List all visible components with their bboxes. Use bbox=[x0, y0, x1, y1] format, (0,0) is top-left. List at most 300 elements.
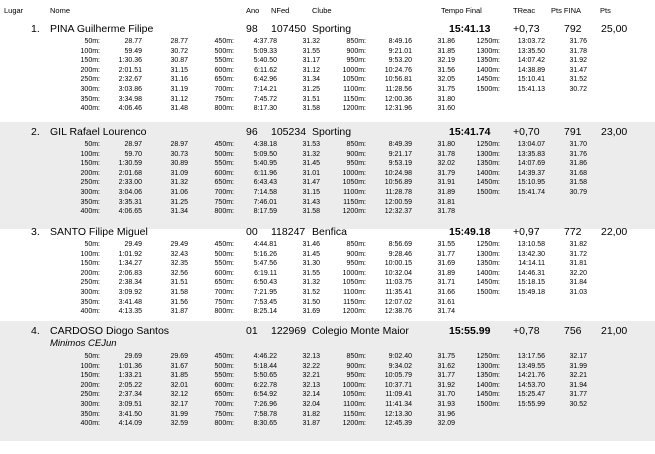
split-time: 6:43.43 bbox=[253, 179, 277, 187]
lap-time: 31.19 bbox=[170, 86, 188, 93]
lap-time: 31.34 bbox=[170, 208, 188, 216]
split-time: 12:32.37 bbox=[384, 208, 412, 216]
lap-time: 32.02 bbox=[437, 160, 455, 168]
split-distance: 100m: bbox=[80, 250, 100, 258]
points: 21,00 bbox=[601, 325, 628, 337]
split-distance: 500m: bbox=[214, 150, 234, 158]
split-distance: 1450m: bbox=[476, 179, 500, 187]
split-row bbox=[0, 259, 655, 269]
split-time: 9:21.17 bbox=[388, 150, 412, 158]
result-entry-1 bbox=[0, 19, 655, 126]
split-time: 14:53.70 bbox=[517, 381, 545, 389]
split-time: 9:34.02 bbox=[388, 362, 412, 370]
lap-time: 30.73 bbox=[170, 150, 188, 158]
final-time: 15:55.99 bbox=[449, 325, 491, 337]
lap-time: 31.45 bbox=[302, 160, 320, 168]
split-distance: 1250m: bbox=[476, 141, 500, 148]
split-time: 6:54.92 bbox=[253, 391, 277, 399]
swimmer-name: PINA Guilherme Filipe bbox=[50, 23, 154, 35]
lap-time: 28.77 bbox=[170, 38, 188, 45]
lap-time: 31.92 bbox=[569, 57, 587, 65]
lap-time: 31.51 bbox=[170, 279, 188, 287]
split-distance: 1450m: bbox=[476, 391, 500, 399]
split-distance: 500m: bbox=[214, 250, 234, 258]
birth-year: 96 bbox=[246, 126, 258, 138]
lap-time: 31.71 bbox=[437, 279, 455, 287]
lap-time: 31.82 bbox=[569, 241, 587, 248]
split-time: 10:37.71 bbox=[384, 381, 412, 389]
split-time: 13:35.50 bbox=[517, 47, 545, 55]
swimmer-name: GIL Rafael Lourenco bbox=[50, 126, 147, 138]
lap-time: 31.93 bbox=[437, 401, 455, 408]
split-time: 8:49.39 bbox=[388, 141, 412, 148]
split-time: 7:46.01 bbox=[253, 198, 277, 206]
lap-time: 31.01 bbox=[302, 169, 320, 177]
lap-time: 31.72 bbox=[569, 250, 587, 258]
split-distance: 750m: bbox=[214, 198, 234, 206]
split-time: 7:45.72 bbox=[253, 95, 277, 103]
split-time: 15:25.47 bbox=[517, 391, 545, 399]
lap-time: 32.35 bbox=[170, 260, 188, 268]
birth-year: 98 bbox=[246, 23, 258, 35]
split-row bbox=[0, 400, 655, 410]
split-row bbox=[0, 288, 655, 298]
split-distance: 1300m: bbox=[476, 47, 500, 55]
entry-place: 1. bbox=[31, 23, 40, 35]
split-distance: 1500m: bbox=[476, 189, 500, 196]
lap-time: 31.52 bbox=[302, 289, 320, 296]
split-distance: 600m: bbox=[214, 169, 234, 177]
split-time: 4:46.22 bbox=[253, 353, 277, 360]
lap-time: 31.15 bbox=[302, 189, 320, 196]
split-row bbox=[0, 371, 655, 381]
lap-time: 31.32 bbox=[170, 179, 188, 187]
split-time: 7:58.78 bbox=[253, 410, 277, 418]
split-distance: 1150m: bbox=[343, 410, 366, 418]
reaction-time: +0,97 bbox=[513, 226, 540, 238]
split-row bbox=[0, 419, 655, 429]
split-distance: 50m: bbox=[84, 38, 100, 45]
lap-time: 31.80 bbox=[437, 95, 455, 103]
split-time: 12:31.96 bbox=[384, 105, 412, 113]
split-distance: 1400m: bbox=[476, 169, 500, 177]
split-distance: 600m: bbox=[214, 269, 234, 277]
lap-time: 32.17 bbox=[170, 401, 188, 408]
lap-time: 31.53 bbox=[302, 141, 320, 148]
split-distance: 300m: bbox=[80, 401, 100, 408]
split-distance: 700m: bbox=[214, 401, 234, 408]
split-distance: 1350m: bbox=[476, 160, 500, 168]
lap-time: 31.70 bbox=[437, 391, 455, 399]
split-time: 4:44.81 bbox=[253, 241, 277, 248]
lap-time: 31.25 bbox=[170, 198, 188, 206]
lap-time: 30.87 bbox=[170, 57, 188, 65]
lap-time: 32.13 bbox=[302, 381, 320, 389]
lap-time: 31.06 bbox=[170, 189, 188, 196]
split-time: 9:28.46 bbox=[388, 250, 412, 258]
split-time: 14:07.42 bbox=[517, 57, 545, 65]
split-time: 12:45.39 bbox=[384, 420, 412, 428]
split-distance: 400m: bbox=[80, 420, 100, 428]
lap-time: 32.59 bbox=[170, 420, 188, 428]
split-row bbox=[0, 362, 655, 372]
split-time: 2:32.67 bbox=[118, 76, 142, 84]
split-time: 2:38.34 bbox=[118, 279, 142, 287]
split-time: 3:41.50 bbox=[118, 410, 142, 418]
split-distance: 1350m: bbox=[476, 57, 500, 65]
split-time: 13:04.07 bbox=[517, 141, 545, 148]
split-time: 1:01.92 bbox=[118, 250, 142, 258]
split-distance: 900m: bbox=[346, 362, 366, 370]
split-time: 5:47.56 bbox=[253, 260, 277, 268]
split-time: 10:05.79 bbox=[384, 372, 412, 380]
split-distance: 200m: bbox=[80, 269, 100, 277]
split-distance: 250m: bbox=[80, 76, 100, 84]
split-row bbox=[0, 381, 655, 391]
split-distance: 1300m: bbox=[476, 362, 500, 370]
lap-time: 31.76 bbox=[569, 38, 587, 45]
split-row bbox=[0, 140, 655, 150]
split-distance: 100m: bbox=[80, 362, 100, 370]
split-time: 6:19.11 bbox=[254, 269, 277, 277]
split-time: 12:00.36 bbox=[384, 95, 412, 103]
split-distance: 750m: bbox=[214, 298, 234, 306]
lap-time: 31.30 bbox=[302, 260, 320, 268]
split-distance: 650m: bbox=[214, 179, 234, 187]
split-distance: 1000m: bbox=[342, 269, 366, 277]
split-distance: 450m: bbox=[214, 353, 234, 360]
split-time: 4:13.35 bbox=[118, 308, 142, 316]
split-time: 14:46.31 bbox=[517, 269, 545, 277]
header-nfed: NFed bbox=[271, 6, 290, 15]
final-time: 15:49.18 bbox=[449, 226, 491, 238]
split-time: 14:39.37 bbox=[517, 169, 545, 177]
split-distance: 1350m: bbox=[476, 260, 500, 268]
split-time: 13:35.83 bbox=[517, 150, 545, 158]
split-distance: 850m: bbox=[346, 38, 366, 45]
lap-time: 31.48 bbox=[170, 105, 188, 113]
split-distance: 1450m: bbox=[476, 76, 500, 84]
split-row bbox=[0, 207, 655, 217]
lap-time: 32.19 bbox=[437, 57, 455, 65]
split-distance: 300m: bbox=[80, 86, 100, 93]
split-distance: 300m: bbox=[80, 189, 100, 196]
header-pts-fina: Pts FINA bbox=[551, 6, 582, 15]
club-name: Colegio Monte Maior bbox=[312, 325, 409, 337]
split-time: 3:03.86 bbox=[118, 86, 142, 93]
lap-time: 32.04 bbox=[302, 401, 320, 408]
lap-time: 31.81 bbox=[437, 198, 455, 206]
split-row bbox=[0, 85, 655, 95]
split-distance: 350m: bbox=[80, 95, 100, 103]
split-distance: 850m: bbox=[346, 141, 366, 148]
split-time: 6:42.96 bbox=[253, 76, 277, 84]
lap-time: 30.89 bbox=[170, 160, 188, 168]
split-time: 10:32.04 bbox=[384, 269, 412, 277]
lap-time: 31.25 bbox=[302, 86, 320, 93]
lap-time: 31.32 bbox=[302, 150, 320, 158]
split-distance: 1300m: bbox=[476, 250, 500, 258]
split-distance: 800m: bbox=[214, 308, 234, 316]
lap-time: 31.74 bbox=[437, 308, 455, 316]
lap-time: 31.15 bbox=[170, 66, 188, 74]
split-time: 6:22.78 bbox=[253, 381, 277, 389]
final-time: 15:41.74 bbox=[449, 126, 491, 138]
swimmer-name: SANTO Filipe Miguel bbox=[50, 226, 148, 238]
split-time: 11:35.41 bbox=[385, 289, 412, 296]
lap-time: 31.68 bbox=[569, 169, 587, 177]
split-distance: 200m: bbox=[80, 169, 100, 177]
lap-time: 32.01 bbox=[170, 381, 188, 389]
fina-points: 791 bbox=[564, 126, 582, 138]
split-distance: 1500m: bbox=[476, 289, 500, 296]
lap-time: 31.77 bbox=[569, 391, 587, 399]
split-distance: 850m: bbox=[346, 241, 366, 248]
split-row bbox=[0, 198, 655, 208]
split-time: 10:56.81 bbox=[384, 76, 412, 84]
lap-time: 31.32 bbox=[302, 38, 320, 45]
split-time: 5:18.44 bbox=[253, 362, 277, 370]
split-distance: 1350m: bbox=[476, 372, 500, 380]
header-tempo-final: Tempo Final bbox=[441, 6, 482, 15]
lap-time: 31.94 bbox=[569, 381, 587, 389]
split-distance: 400m: bbox=[80, 208, 100, 216]
split-time: 5:40.50 bbox=[253, 57, 277, 65]
split-time: 11:28.78 bbox=[385, 189, 412, 196]
split-distance: 1000m: bbox=[342, 381, 366, 389]
birth-year: 01 bbox=[246, 325, 258, 337]
lap-time: 31.70 bbox=[569, 141, 587, 148]
header-nome: Nome bbox=[50, 6, 71, 15]
lap-time: 31.58 bbox=[170, 289, 188, 296]
lap-time: 31.56 bbox=[170, 298, 188, 306]
split-distance: 900m: bbox=[346, 150, 366, 158]
split-time: 10:56.89 bbox=[384, 179, 412, 187]
split-time: 8:56.69 bbox=[388, 241, 412, 248]
lap-time: 31.87 bbox=[302, 420, 320, 428]
split-distance: 250m: bbox=[80, 391, 100, 399]
split-row bbox=[0, 150, 655, 160]
split-time: 14:21.76 bbox=[517, 372, 545, 380]
split-time: 59.49 bbox=[124, 47, 142, 55]
split-time: 10:24.76 bbox=[384, 66, 412, 74]
split-distance: 650m: bbox=[214, 391, 234, 399]
lap-time: 31.47 bbox=[302, 179, 320, 187]
split-distance: 950m: bbox=[346, 260, 366, 268]
lap-time: 31.12 bbox=[170, 95, 188, 103]
split-row bbox=[0, 104, 655, 114]
split-time: 14:38.89 bbox=[517, 66, 545, 74]
split-distance: 1100m: bbox=[343, 86, 366, 93]
lap-time: 31.58 bbox=[569, 179, 587, 187]
split-row bbox=[0, 240, 655, 250]
split-time: 2:37.34 bbox=[118, 391, 142, 399]
lap-time: 32.12 bbox=[170, 391, 188, 399]
lap-time: 31.81 bbox=[569, 260, 587, 268]
lap-time: 31.69 bbox=[437, 260, 455, 268]
split-time: 15:55.99 bbox=[517, 401, 545, 408]
lap-time: 32.05 bbox=[437, 76, 455, 84]
lap-time: 31.78 bbox=[437, 150, 455, 158]
lap-time: 31.17 bbox=[302, 57, 320, 65]
lap-time: 31.96 bbox=[437, 410, 455, 418]
split-time: 11:41.34 bbox=[385, 401, 412, 408]
split-distance: 1250m: bbox=[476, 38, 500, 45]
lap-time: 31.16 bbox=[170, 76, 188, 84]
lap-time: 31.85 bbox=[170, 372, 188, 380]
split-time: 1:01.36 bbox=[118, 362, 142, 370]
split-distance: 1100m: bbox=[343, 189, 366, 196]
split-distance: 1400m: bbox=[476, 66, 500, 74]
result-entry-3 bbox=[0, 222, 655, 329]
split-time: 11:03.75 bbox=[385, 279, 412, 287]
split-distance: 1150m: bbox=[343, 298, 366, 306]
header-lugar: Lugar bbox=[4, 6, 24, 15]
lap-time: 31.34 bbox=[302, 76, 320, 84]
lap-time: 31.55 bbox=[437, 241, 455, 248]
split-time: 9:53.19 bbox=[388, 160, 412, 168]
split-distance: 700m: bbox=[214, 289, 234, 296]
split-row bbox=[0, 352, 655, 362]
split-time: 7:14.58 bbox=[253, 189, 277, 196]
lap-time: 32.14 bbox=[302, 391, 320, 399]
lap-time: 31.86 bbox=[437, 38, 455, 45]
split-time: 13:17.56 bbox=[517, 353, 545, 360]
lap-time: 32.21 bbox=[302, 372, 320, 380]
split-time: 8:49.16 bbox=[388, 38, 412, 45]
split-distance: 100m: bbox=[80, 47, 100, 55]
club-name: Sporting bbox=[312, 23, 352, 35]
split-time: 10:24.98 bbox=[384, 169, 412, 177]
split-time: 28.77 bbox=[124, 38, 142, 45]
lap-time: 31.80 bbox=[437, 141, 455, 148]
lap-time: 31.56 bbox=[437, 66, 455, 74]
split-time: 13:49.55 bbox=[517, 362, 545, 370]
split-distance: 800m: bbox=[214, 105, 234, 113]
split-distance: 500m: bbox=[214, 362, 234, 370]
lap-time: 32.20 bbox=[569, 269, 587, 277]
reaction-time: +0,73 bbox=[513, 23, 540, 35]
swimmer-name: CARDOSO Diogo Santos bbox=[50, 325, 170, 337]
lap-time: 31.77 bbox=[437, 372, 455, 380]
lap-time: 31.99 bbox=[170, 410, 188, 418]
split-time: 9:21.01 bbox=[388, 47, 412, 55]
split-time: 12:00.59 bbox=[384, 198, 412, 206]
club-name: Sporting bbox=[312, 126, 352, 138]
lap-time: 30.52 bbox=[569, 401, 587, 408]
lap-time: 31.84 bbox=[569, 279, 587, 287]
split-time: 11:28.56 bbox=[385, 86, 412, 93]
split-time: 4:06.65 bbox=[118, 208, 142, 216]
split-time: 7:26.96 bbox=[253, 401, 277, 408]
split-time: 3:09.92 bbox=[118, 289, 142, 296]
split-row bbox=[0, 66, 655, 76]
split-distance: 1050m: bbox=[342, 391, 366, 399]
lap-time: 32.13 bbox=[302, 353, 320, 360]
header-pts: Pts bbox=[600, 6, 611, 15]
split-time: 59.70 bbox=[124, 150, 142, 158]
fina-points: 792 bbox=[564, 23, 582, 35]
split-distance: 750m: bbox=[214, 410, 234, 418]
lap-time: 31.89 bbox=[437, 269, 455, 277]
split-time: 4:37.78 bbox=[253, 38, 277, 45]
split-distance: 50m: bbox=[84, 141, 100, 148]
result-entry-2 bbox=[0, 122, 655, 229]
split-row bbox=[0, 169, 655, 179]
lap-time: 31.85 bbox=[437, 47, 455, 55]
split-distance: 600m: bbox=[214, 381, 234, 389]
split-distance: 950m: bbox=[346, 160, 366, 168]
lap-time: 31.89 bbox=[437, 189, 455, 196]
lap-time: 31.78 bbox=[437, 208, 455, 216]
split-distance: 1200m: bbox=[342, 420, 366, 428]
lap-time: 31.66 bbox=[437, 289, 455, 296]
split-distance: 800m: bbox=[214, 420, 234, 428]
split-row bbox=[0, 278, 655, 288]
split-distance: 350m: bbox=[80, 410, 100, 418]
split-distance: 450m: bbox=[214, 241, 234, 248]
split-distance: 1050m: bbox=[342, 179, 366, 187]
split-time: 8:30.65 bbox=[253, 420, 277, 428]
split-time: 15:18.15 bbox=[517, 279, 545, 287]
points: 23,00 bbox=[601, 126, 628, 138]
split-time: 13:03.72 bbox=[517, 38, 545, 45]
split-time: 5:09.50 bbox=[253, 150, 277, 158]
split-distance: 1500m: bbox=[476, 401, 500, 408]
split-distance: 550m: bbox=[214, 260, 234, 268]
lap-time: 31.69 bbox=[302, 308, 320, 316]
split-distance: 250m: bbox=[80, 279, 100, 287]
split-time: 11:09.41 bbox=[385, 391, 412, 399]
header-ano: Ano bbox=[246, 6, 260, 15]
split-time: 6:11.96 bbox=[254, 169, 277, 177]
lap-time: 31.45 bbox=[302, 250, 320, 258]
lap-time: 31.46 bbox=[302, 241, 320, 248]
split-time: 1:30.36 bbox=[118, 57, 142, 65]
lap-time: 31.58 bbox=[302, 208, 320, 216]
split-time: 13:42.30 bbox=[517, 250, 545, 258]
split-time: 2:06.83 bbox=[118, 269, 142, 277]
split-distance: 1150m: bbox=[343, 95, 366, 103]
split-distance: 1250m: bbox=[476, 241, 500, 248]
split-time: 2:05.22 bbox=[118, 381, 142, 389]
lap-time: 30.72 bbox=[569, 86, 587, 93]
split-distance: 550m: bbox=[214, 160, 234, 168]
split-time: 7:21.95 bbox=[253, 289, 277, 296]
split-time: 9:02.40 bbox=[388, 353, 412, 360]
split-row bbox=[0, 75, 655, 85]
split-distance: 450m: bbox=[214, 141, 234, 148]
split-time: 29.69 bbox=[124, 353, 142, 360]
split-distance: 100m: bbox=[80, 150, 100, 158]
lap-time: 31.75 bbox=[437, 86, 455, 93]
split-distance: 700m: bbox=[214, 189, 234, 196]
split-distance: 150m: bbox=[80, 260, 100, 268]
split-time: 15:41.13 bbox=[517, 86, 545, 93]
lap-time: 31.87 bbox=[170, 308, 188, 316]
split-time: 7:53.45 bbox=[253, 298, 277, 306]
split-row bbox=[0, 269, 655, 279]
split-time: 1:34.27 bbox=[118, 260, 142, 268]
entry-place: 4. bbox=[31, 325, 40, 337]
split-distance: 300m: bbox=[80, 289, 100, 296]
split-row bbox=[0, 307, 655, 317]
reaction-time: +0,78 bbox=[513, 325, 540, 337]
lap-time: 31.86 bbox=[569, 160, 587, 168]
split-row bbox=[0, 188, 655, 198]
lap-time: 31.58 bbox=[302, 105, 320, 113]
lap-time: 31.61 bbox=[437, 298, 455, 306]
